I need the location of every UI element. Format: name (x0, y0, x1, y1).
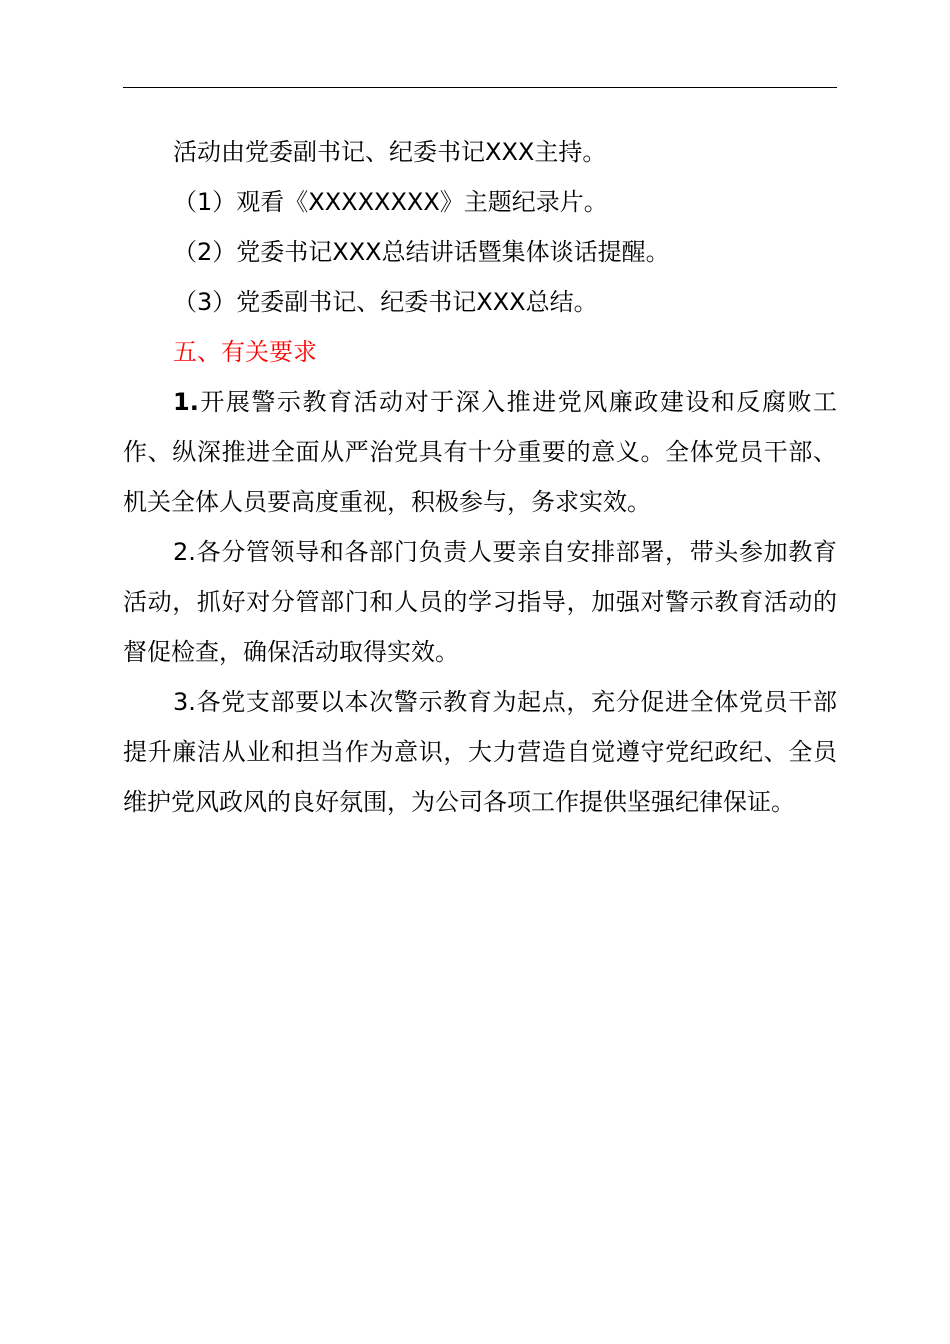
agenda-item-1: （1）观看《XXXXXXXX》主题纪录片。 (173, 188, 608, 216)
requirement-1-text: 开展警示教育活动对于深入推进党风廉政建设和反腐败工作、纵深推进全面从严治党具有十分重要的意义。全体党员干部、机关全体人员要高度重视，积极参与，务求实效。 (123, 388, 837, 516)
agenda-item-2: （2）党委书记XXX总结讲话暨集体谈话提醒。 (173, 238, 670, 266)
intro-paragraph: 活动由党委副书记、纪委书记XXX主持。 (173, 138, 607, 166)
requirement-3 (123, 677, 837, 827)
requirement-2 (123, 527, 837, 677)
requirement-1 (123, 377, 837, 527)
header-rule (123, 87, 837, 88)
document-body (123, 127, 837, 827)
requirement-3-text: 各党支部要以本次警示教育为起点，充分促进全体党员干部提升廉洁从业和担当作为意识，大力营造自觉遵守党纪政纪、全员维护党风政风的良好氛围，为公司各项工作提供坚强纪律保证。 (123, 688, 837, 816)
section-heading: 五、有关要求 (173, 338, 317, 366)
requirement-1-number: 1. (173, 388, 199, 416)
requirement-2-text: 各分管领导和各部门负责人要亲自安排部署，带头参加教育活动，抓好对分管部门和人员的学习指导，加强对警示教育活动的督促检查，确保活动取得实效。 (123, 538, 837, 666)
requirement-3-number: 3. (173, 688, 196, 716)
agenda-item-3: （3）党委副书记、纪委书记XXX总结。 (173, 288, 598, 316)
requirement-2-number: 2. (173, 538, 196, 566)
